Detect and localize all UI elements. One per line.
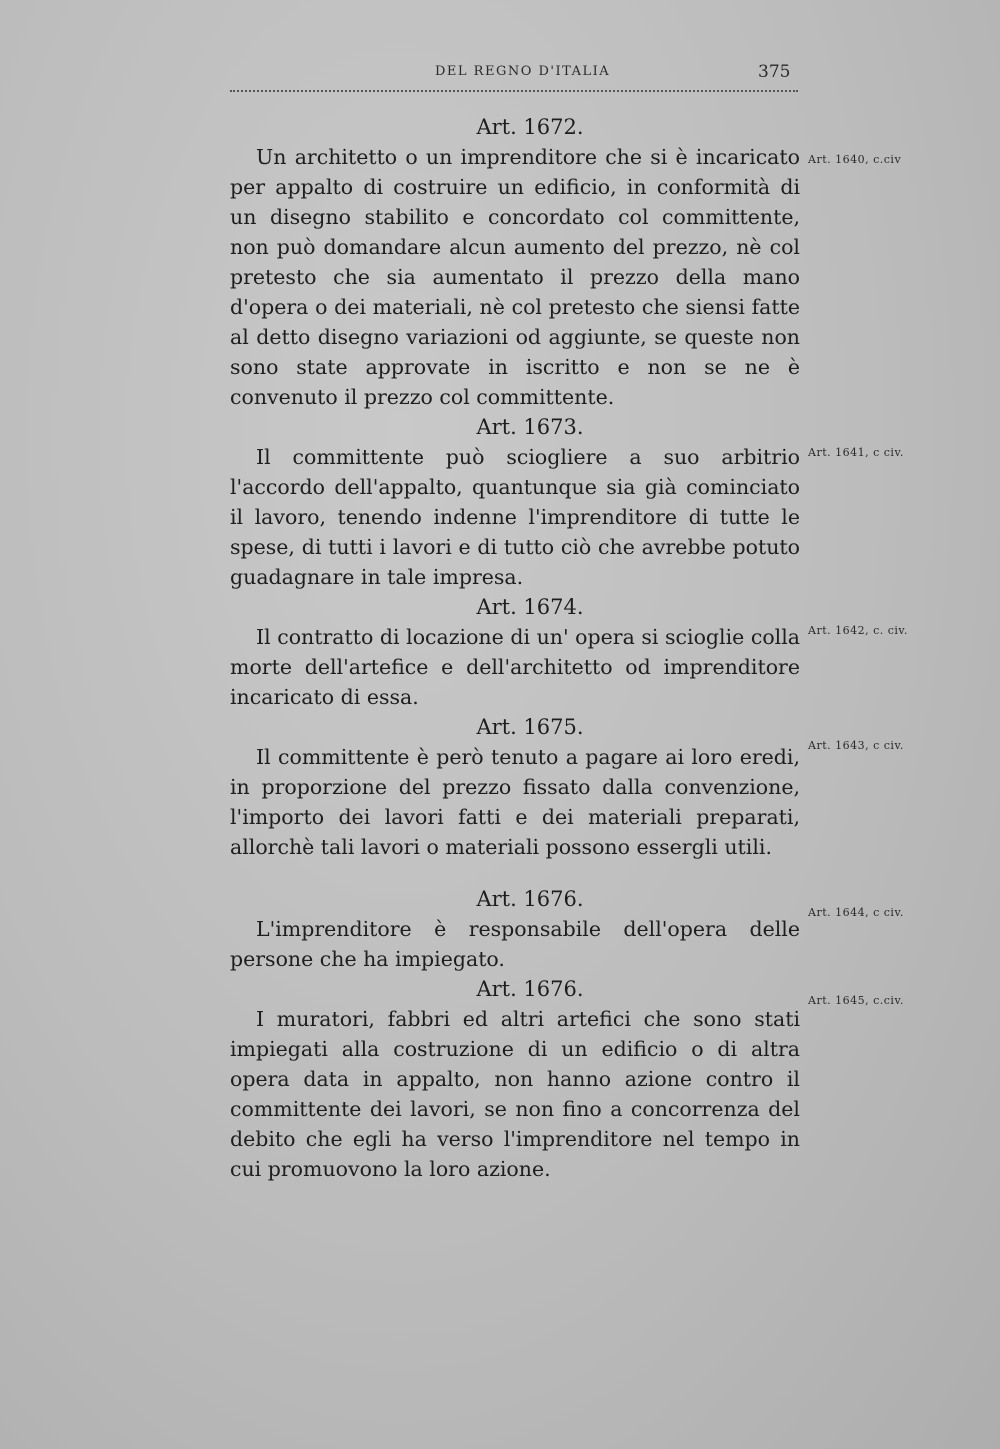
article-text: Il committente può sciogliere a suo arbitrio l'accordo dell'appalto, quantunque sia già cominciato il lavoro, tenendo indenne l'imprenditore di tutte le spese, di tutti i lavori e di tutto ciò che avrebbe potuto guadagnare in tale impresa.	[230, 445, 800, 589]
article-title: Art. 1672.	[476, 115, 584, 139]
article-text: L'imprenditore è responsabile dell'opera delle persone che ha impiegato.	[230, 917, 800, 971]
running-title: DEL REGNO D'ITALIA	[435, 64, 611, 79]
article-title: Art. 1676.	[476, 977, 584, 1001]
margin-note: Art. 1642, c. civ.	[808, 624, 908, 637]
page-number: 375	[758, 62, 791, 82]
article-title: Art. 1674.	[476, 595, 584, 619]
article-1675	[230, 712, 800, 862]
article-text: Il contratto di locazione di un' opera si scioglie colla morte dell'artefice e dell'architetto od imprenditore incaricato di essa.	[230, 625, 800, 709]
article-text: Il committente è però tenuto a pagare ai loro eredi, in proporzione del prezzo fissato dalla convenzione, l'importo dei lavori fatti e dei materiali preparati, allorchè tali lavori o materiali possono essergli utili.	[230, 745, 800, 859]
article-1672	[230, 112, 800, 412]
margin-note: Art. 1643, c civ.	[808, 739, 904, 752]
header-rule	[230, 90, 798, 92]
margin-note: Art. 1644, c civ.	[808, 906, 904, 919]
article-title: Art. 1673.	[476, 415, 584, 439]
article-1674	[230, 592, 800, 712]
margin-note: Art. 1640, c.civ	[808, 153, 902, 166]
margin-note: Art. 1641, c civ.	[808, 446, 904, 459]
article-title: Art. 1676.	[476, 887, 584, 911]
article-1676-second	[230, 974, 800, 1184]
margin-note: Art. 1645, c.civ.	[808, 994, 904, 1007]
running-head	[0, 64, 1000, 88]
body-text	[230, 112, 800, 1184]
article-title: Art. 1675.	[476, 715, 584, 739]
article-1673	[230, 412, 800, 592]
article-text: I muratori, fabbri ed altri artefici che sono stati impiegati alla costruzione di un edificio o di altra opera data in appalto, non hanno azione contro il committente dei lavori, se non fino a concorrenza del debito che egli ha verso l'imprenditore nel tempo in cui promuovono la loro azione.	[230, 1007, 800, 1181]
article-text: Un architetto o un imprenditore che si è incaricato per appalto di costruire un edificio, in conformità di un disegno stabilito e concordato col committente, non può domandare alcun aumento del prezzo, nè col pretesto che sia aumentato il prezzo della mano d'opera o dei materiali, nè col pretesto che siensi fatte al detto disegno variazioni od aggiunte, se queste non sono state approvate in iscritto e non se ne è convenuto il prezzo col committente.	[230, 145, 800, 409]
article-1676	[230, 884, 800, 974]
